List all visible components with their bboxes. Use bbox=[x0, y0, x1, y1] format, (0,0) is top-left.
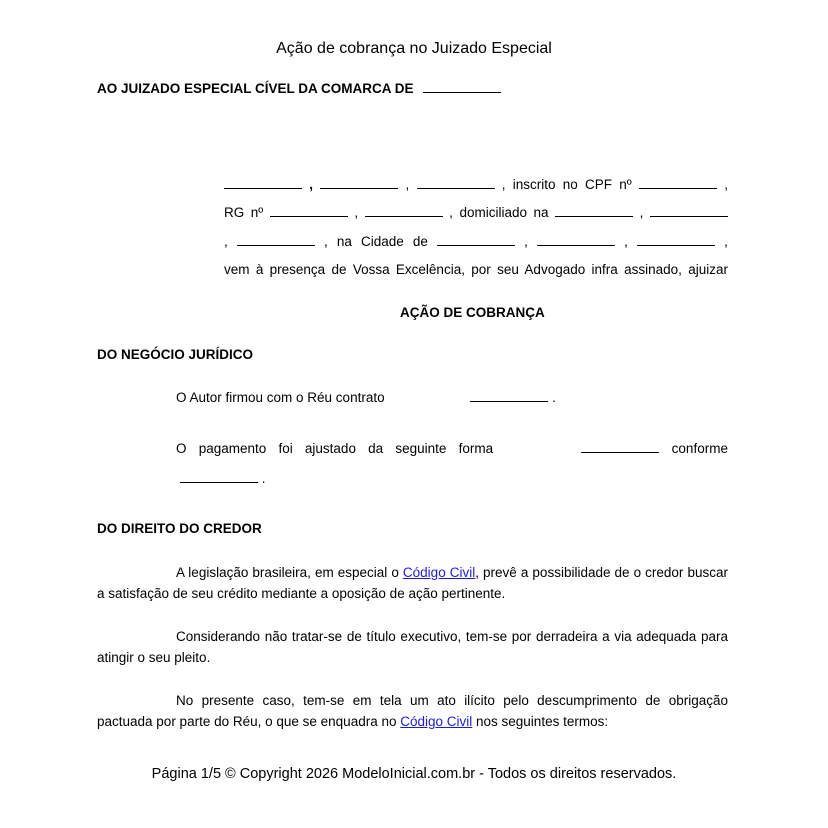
blank bbox=[650, 205, 728, 217]
pagamento-word: forma bbox=[458, 441, 494, 456]
qualification-line-4 bbox=[224, 262, 728, 277]
conforme-blank bbox=[180, 471, 258, 483]
blank bbox=[637, 234, 715, 246]
blank bbox=[320, 177, 398, 189]
rg-label: RG nº bbox=[224, 205, 264, 220]
cpf-blank bbox=[639, 177, 717, 189]
contrato-text: O Autor firmou com o Réu contrato bbox=[176, 390, 385, 405]
addressee-text: AO JUIZADO ESPECIAL CÍVEL DA COMARCA DE bbox=[97, 81, 414, 96]
codigo-civil-link[interactable]: Código Civil bbox=[402, 565, 476, 580]
blank bbox=[537, 234, 615, 246]
pagamento-blank bbox=[581, 441, 659, 453]
page-footer: Página 1/5 © Copyright 2026 ModeloInicial.com.br - Todos os direitos reservados. bbox=[151, 766, 677, 782]
domicilio-label: domiciliado na bbox=[459, 205, 549, 220]
blank bbox=[555, 205, 633, 217]
qualification-line-2: RG nº , , domiciliado na , bbox=[224, 205, 728, 220]
presenca-text: vem à presença de Vossa Excelência, por seu Advogado infra assinado, ajuizar bbox=[224, 262, 728, 277]
pagamento-word: foi bbox=[278, 441, 293, 456]
direito-paragraph-2: Considerando não tratar-se de título executivo, tem-se por derradeira a via adequada para atingir o seu pleito. bbox=[97, 629, 728, 665]
conforme-text: conforme bbox=[671, 441, 728, 456]
contrato-line: O Autor firmou com o Réu contrato . bbox=[176, 390, 556, 405]
comarca-blank bbox=[423, 81, 501, 93]
contrato-blank bbox=[470, 390, 548, 402]
cpf-label: inscrito no CPF nº bbox=[512, 177, 632, 192]
document-title: Ação de cobrança no Juizado Especial bbox=[276, 40, 552, 57]
pagamento-word: pagamento bbox=[198, 441, 267, 456]
cidade-blank bbox=[437, 234, 515, 246]
direito-paragraph-1 bbox=[97, 562, 728, 604]
blank bbox=[237, 234, 315, 246]
codigo-civil-link[interactable]: Código Civil bbox=[400, 714, 473, 729]
action-title: AÇÃO DE COBRANÇA bbox=[400, 305, 545, 320]
cidade-label: na Cidade de bbox=[336, 234, 428, 249]
blank bbox=[365, 205, 443, 217]
pagamento-word: da bbox=[368, 441, 384, 456]
heading-direito: DO DIREITO DO CREDOR bbox=[97, 521, 262, 536]
qualification-line-3: , , na Cidade de , , , bbox=[224, 234, 728, 249]
p3-text-before: No presente caso, tem-se em tela um ato ilícito pelo descumprimento de obrigação pactuada por parte do Réu, o que se enquadra no bbox=[97, 693, 728, 729]
rg-blank bbox=[270, 205, 348, 217]
pagamento-word: seguinte bbox=[395, 441, 447, 456]
pagamento-word: O bbox=[176, 441, 187, 456]
blank bbox=[224, 177, 302, 189]
qualification-line-1: , , , inscrito no CPF nº , bbox=[224, 177, 728, 192]
p1-text-before: A legislação brasileira, em especial o bbox=[176, 565, 403, 580]
heading-negocio: DO NEGÓCIO JURÍDICO bbox=[97, 347, 254, 362]
direito-paragraph-3 bbox=[97, 690, 728, 732]
blank bbox=[417, 177, 495, 189]
pagamento-line bbox=[176, 441, 728, 456]
p1-text-after: , prevê a possibilidade de o credor buscar a satisfação de seu crédito mediante a oposição de ação pertinente. bbox=[97, 565, 728, 601]
conforme-blank-line: . bbox=[180, 471, 266, 486]
pagamento-word: ajustado bbox=[304, 441, 356, 456]
addressee-line bbox=[97, 81, 501, 96]
p3-text-after: nos seguintes termos: bbox=[472, 714, 609, 729]
